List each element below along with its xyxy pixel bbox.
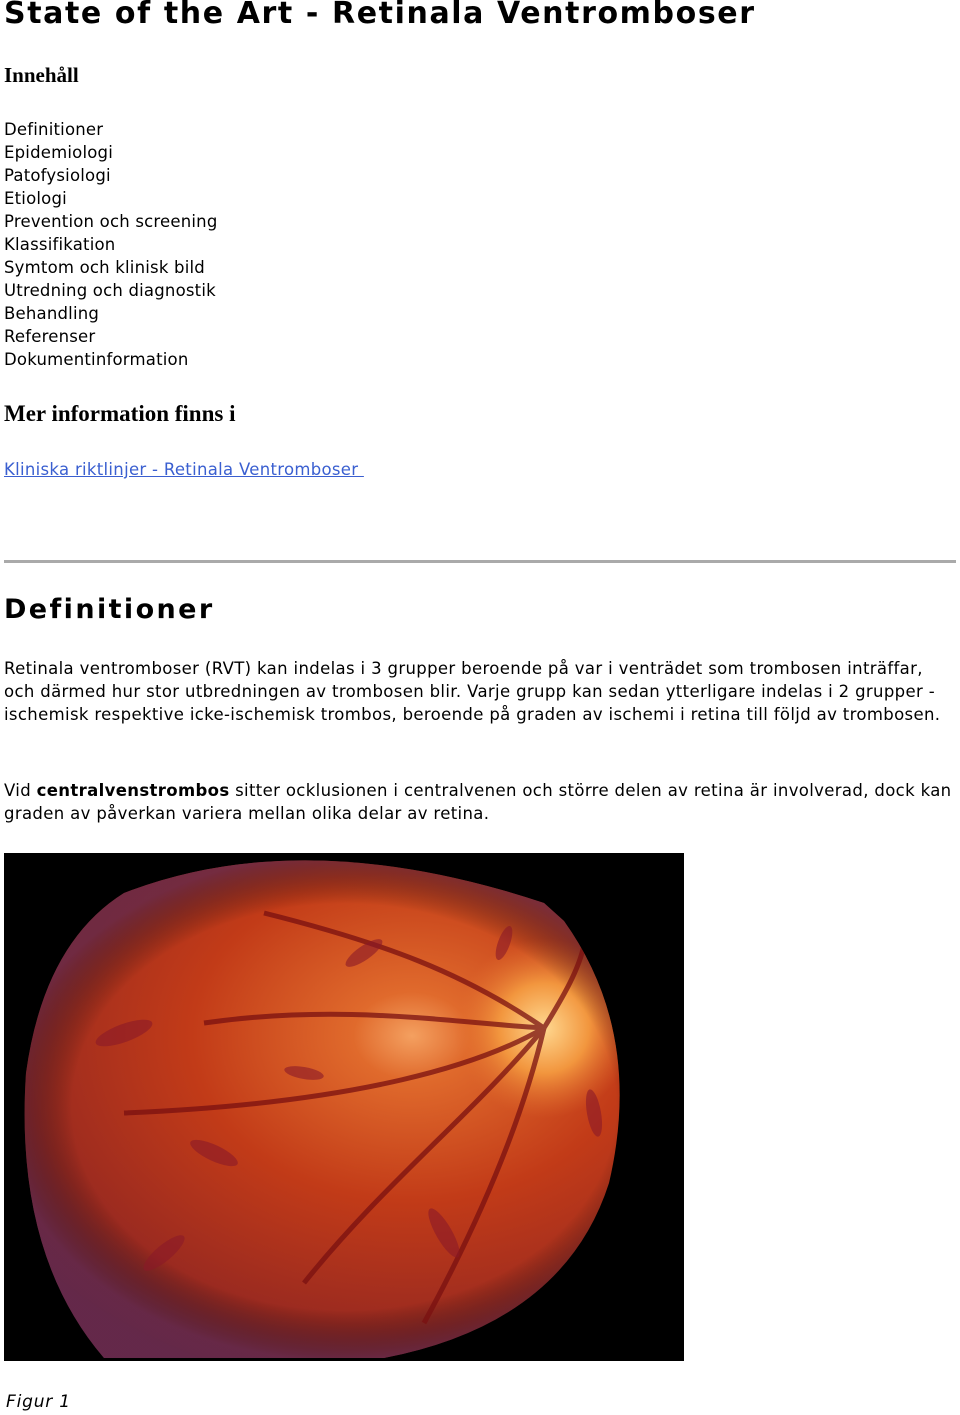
toc-item-definitioner[interactable]: Definitioner (4, 120, 104, 139)
toc-item-symtom[interactable]: Symtom och klinisk bild (4, 258, 205, 277)
toc-item-referenser[interactable]: Referenser (4, 327, 96, 346)
paragraph-suffix: sitter ocklusionen i centralvenen och större delen av retina är involverad, dock kan graden av påverkan variera mellan olika delar av retina. (4, 781, 952, 823)
paragraph-prefix: Vid (4, 781, 37, 800)
centralvenstrombos-paragraph (4, 779, 956, 825)
toc-item-prevention[interactable]: Prevention och screening (4, 212, 218, 231)
toc-heading: Innehåll (4, 63, 79, 87)
guidelines-link[interactable]: Kliniska riktlinjer - Retinala Ventromboser (4, 460, 364, 479)
term-centralvenstrombos: centralvenstrombos (36, 781, 230, 800)
section-divider (4, 560, 956, 563)
more-info-heading: Mer information finns i (4, 401, 236, 426)
retina-image (4, 853, 684, 1361)
toc-item-epidemiologi[interactable]: Epidemiologi (4, 143, 113, 162)
table-of-contents (4, 118, 218, 371)
toc-item-utredning[interactable]: Utredning och diagnostik (4, 281, 216, 300)
toc-item-dokumentinformation[interactable]: Dokumentinformation (4, 350, 189, 369)
toc-item-etiologi[interactable]: Etiologi (4, 189, 67, 208)
fundus-photograph (4, 853, 684, 1361)
section-title-definitioner: Definitioner (4, 594, 215, 625)
toc-item-behandling[interactable]: Behandling (4, 304, 100, 323)
page-title: State of the Art - Retinala Ventromboser (4, 0, 756, 31)
figure-caption: Figur 1 (6, 1392, 71, 1412)
toc-item-patofysiologi[interactable]: Patofysiologi (4, 166, 111, 185)
definition-paragraph: Retinala ventromboser (RVT) kan indelas i 3 grupper beroende på var i venträdet som trombosen inträffar, och därmed hur stor utbredningen av trombosen blir. Varje grupp kan sedan ytterligare indelas i 2 grupper - ischemisk respektive icke-ischemisk trombos, beroende på graden av ischemi i retina till följd av trombosen. (4, 659, 941, 724)
toc-item-klassifikation[interactable]: Klassifikation (4, 235, 116, 254)
